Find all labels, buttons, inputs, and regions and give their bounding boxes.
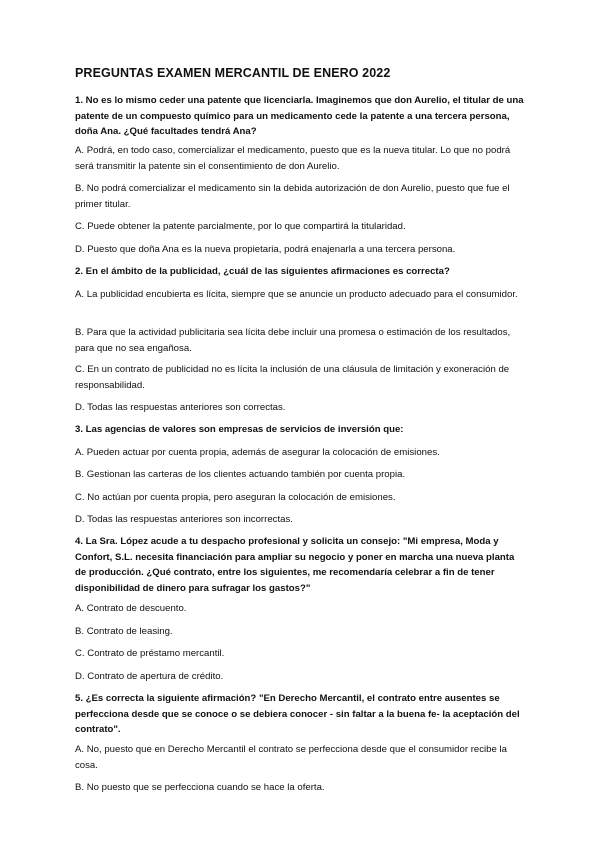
question-1-option-d: D. Puesto que doña Ana es la nueva propietaria, podrá enajenarla a una tercera persona. (75, 244, 456, 255)
question-3-option-c: C. No actúan por cuenta propia, pero aseguran la colocación de emisiones. (75, 492, 396, 503)
question-4-option-c: C. Contrato de préstamo mercantil. (75, 648, 225, 659)
question-3: 3. Las agencias de valores son empresas de servicios de inversión que: (75, 424, 404, 435)
question-3-option-d: D. Todas las respuestas anteriores son incorrectas. (75, 514, 293, 525)
question-1: 1. No es lo mismo ceder una patente que licenciarla. Imaginemos que don Aurelio, el titular de una patente de un compuesto químico para un medicamento cede la patente a una tercera persona, doña Ana. ¿Qué facultades tendrá Ana? (75, 95, 524, 137)
document-title: PREGUNTAS EXAMEN MERCANTIL DE ENERO 2022 (75, 66, 391, 80)
question-1-option-c: C. Puede obtener la patente parcialmente, por lo que compartirá la titularidad. (75, 221, 406, 232)
question-1-option-b: B. No podrá comercializar el medicamento sin la debida autorización de don Aurelio, puesto que fue el primer titular. (75, 183, 510, 210)
question-3-option-a: A. Pueden actuar por cuenta propia, además de asegurar la colocación de emisiones. (75, 447, 440, 458)
question-2-option-b: B. Para que la actividad publicitaria sea lícita debe incluir una promesa o estimación de los resultados, para que no sea engañosa. (75, 327, 511, 354)
question-4-option-b: B. Contrato de leasing. (75, 626, 173, 637)
question-1-option-a: A. Podrá, en todo caso, comercializar el medicamento, puesto que es la nueva titular. Lo que no podrá será transmitir la patente sin el consentimiento de don Aurelio. (75, 145, 511, 172)
question-4-option-d: D. Contrato de apertura de crédito. (75, 671, 224, 682)
question-4-option-a: A. Contrato de descuento. (75, 603, 187, 614)
question-2: 2. En el ámbito de la publicidad, ¿cuál de las siguientes afirmaciones es correcta? (75, 266, 450, 277)
question-3-option-b: B. Gestionan las carteras de los clientes actuando también por cuenta propia. (75, 469, 406, 480)
question-5-option-a: A. No, puesto que en Derecho Mercantil el contrato se perfecciona desde que el consumidor recibe la cosa. (75, 744, 507, 771)
question-2-option-c: C. En un contrato de publicidad no es lícita la inclusión de una cláusula de limitación y exoneración de responsabilidad. (75, 364, 510, 391)
question-2-option-a: A. La publicidad encubierta es lícita, siempre que se anuncie un producto adecuado para el consumidor. (75, 289, 518, 300)
question-5-option-b: B. No puesto que se perfecciona cuando se hace la oferta. (75, 782, 325, 793)
question-2-option-d: D. Todas las respuestas anteriores son correctas. (75, 402, 286, 413)
question-4: 4. La Sra. López acude a tu despacho profesional y solicita un consejo: "Mi empresa, Moda y Confort, S.L. necesita financiación para ampliar su negocio y poner en marcha una nueva planta de producción. ¿Qué contrato, entre los siguientes, me recomendaría celebrar a fin de tener disponibilidad de dinero para sufragar los gastos?" (75, 536, 515, 594)
question-5: 5. ¿Es correcta la siguiente afirmación? "En Derecho Mercantil, el contrato entre ausentes se perfecciona desde que se conoce o se debiera conocer - sin faltar a la buena fe- la aceptación del contrato". (75, 693, 520, 735)
